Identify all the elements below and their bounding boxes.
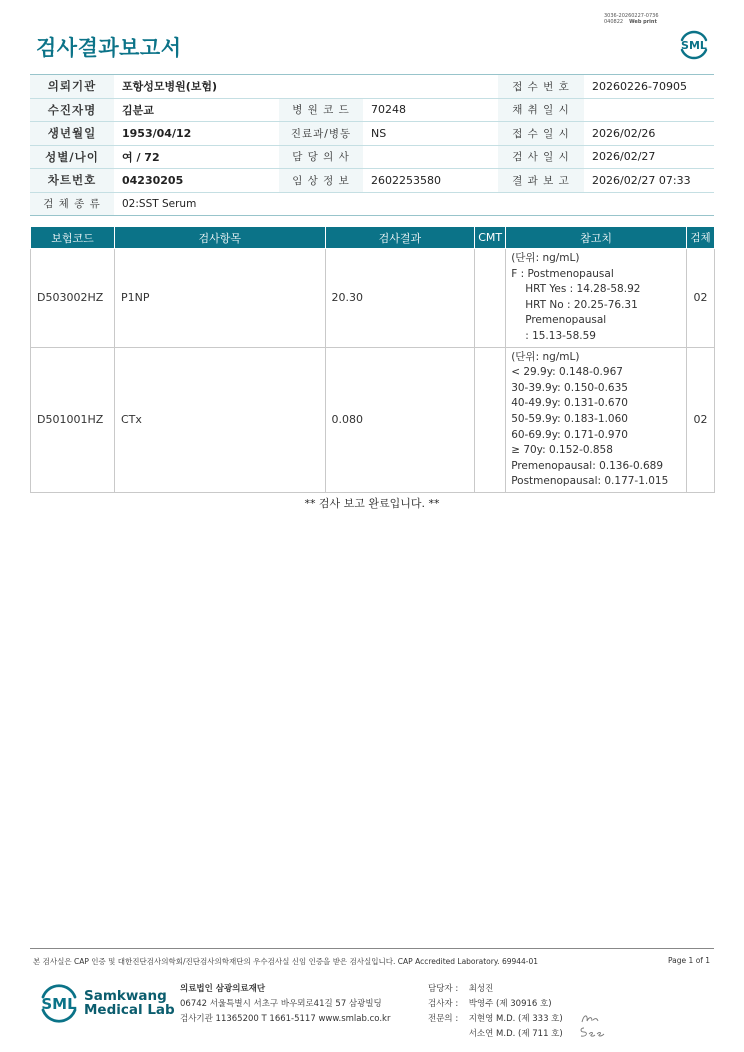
reference-line: 30-39.9y: 0.150-0.635: [511, 381, 628, 394]
web-print-label: Web print: [629, 19, 657, 25]
header-cmt: CMT: [475, 227, 506, 249]
patient-info-table: [30, 74, 714, 216]
table-row: [31, 347, 715, 492]
staff-value: 서소연 M.D. (제 711 호): [468, 1029, 563, 1039]
info-row: [30, 169, 714, 193]
collect-date-label: 채 취 일 시: [498, 98, 584, 122]
staff-key: 전문의 :: [428, 1014, 459, 1024]
specimen-code: 02: [686, 249, 714, 348]
test-result: 0.080: [325, 347, 475, 492]
foundation-address: 06742 서울특별시 서초구 바우뫼로41길 57 삼광빌딩: [180, 999, 382, 1009]
staff-row: [428, 997, 563, 1012]
page-number: Page 1 of 1: [668, 956, 711, 965]
info-row: [30, 75, 714, 99]
staff-row: [428, 982, 563, 997]
chart-no-value: 04230205: [114, 169, 279, 193]
reference-range: [506, 249, 687, 348]
staff-row: [428, 1012, 563, 1027]
accreditation-note: 본 검사실은 CAP 인증 및 대한진단검사의학회/진단검사의학재단의 우수검사실 신임 인증을 받은 검사실입니다. CAP Accredited Laboratory. 69944-01: [33, 957, 539, 966]
dept-value: NS: [363, 122, 498, 146]
reference-line: HRT Yes : 14.28-58.92: [525, 283, 641, 296]
cmt: [475, 347, 506, 492]
info-row: [30, 192, 714, 216]
clinical-info-label: 임 상 정 보: [279, 169, 363, 193]
insurance-code: D503002HZ: [31, 249, 115, 348]
info-row: [30, 122, 714, 146]
info-row: [30, 98, 714, 122]
specimen-type-value: 02:SST Serum: [114, 192, 714, 216]
results-table: [30, 226, 715, 493]
clinical-info-value: 2602253580: [363, 169, 498, 193]
receipt-no-label: 접 수 번 호: [498, 75, 584, 99]
reference-line: : 15.13-58.59: [525, 329, 596, 342]
chart-no-label: 차트번호: [30, 169, 114, 193]
test-item: P1NP: [114, 249, 325, 348]
report-complete-text: ** 검사 보고 완료입니다. **: [304, 497, 440, 510]
report-date-value: 2026/02/27 07:33: [584, 169, 714, 193]
insurance-code: D501001HZ: [31, 347, 115, 492]
foundation-name: 의료법인 삼광의료재단: [180, 984, 266, 994]
receipt-date-value: 2026/02/26: [584, 122, 714, 146]
signature-icon: [580, 1012, 602, 1026]
doctor-label: 담 당 의 사: [279, 145, 363, 169]
hospital-code-label: 병 원 코 드: [279, 98, 363, 122]
staff-value: 지현영 M.D. (제 333 호): [468, 1014, 563, 1024]
sex-age-value: 여 / 72: [114, 145, 279, 169]
reference-line: 60-69.9y: 0.171-0.970: [511, 428, 628, 441]
reference-line: ≥ 70y: 0.152-0.858: [511, 444, 613, 457]
sml-footer-logo-icon: [36, 980, 82, 1026]
document-code-line1: 3036-20260227-0736: [604, 13, 659, 19]
test-date-label: 검 사 일 시: [498, 145, 584, 169]
reference-line: 40-49.9y: 0.131-0.670: [511, 397, 628, 410]
doctor-value: [363, 145, 498, 169]
staff-info: [428, 982, 563, 1042]
cmt: [475, 249, 506, 348]
reference-line: HRT No : 20.25-76.31: [525, 298, 638, 311]
sml-logo-text: SML: [681, 39, 707, 52]
test-result: 20.30: [325, 249, 475, 348]
reference-line: < 29.9y: 0.148-0.967: [511, 366, 623, 379]
header-reference: 참고치: [506, 227, 687, 249]
document-code: [604, 13, 659, 25]
signature-icon: [578, 1025, 608, 1039]
brand-line1: Samkwang: [84, 988, 167, 1004]
dob-value: 1953/04/12: [114, 122, 279, 146]
hospital-code-value: 70248: [363, 98, 498, 122]
patient-name-label: 수진자명: [30, 98, 114, 122]
collect-date-value: [584, 98, 714, 122]
reference-line: Postmenopausal: 0.177-1.015: [511, 475, 669, 488]
table-row: [31, 249, 715, 348]
foundation-info: [180, 982, 390, 1027]
patient-name-value: 김분교: [114, 98, 279, 122]
page-title: 검사결과보고서: [36, 36, 182, 60]
reference-line: (단위: ng/mL): [511, 350, 580, 363]
receipt-date-label: 접 수 일 시: [498, 122, 584, 146]
sex-age-label: 성별/나이: [30, 145, 114, 169]
specimen-type-label: 검 체 종 류: [30, 192, 114, 216]
header-insurance-code: 보험코드: [31, 227, 115, 249]
footer-divider: [30, 948, 714, 949]
header-test-item: 검사항목: [114, 227, 325, 249]
reference-line: 50-59.9y: 0.183-1.060: [511, 412, 628, 425]
test-date-value: 2026/02/27: [584, 145, 714, 169]
reference-line: (단위: ng/mL): [511, 252, 580, 264]
staff-key: 검사자 :: [428, 999, 459, 1009]
reference-line: F : Postmenopausal: [511, 267, 614, 280]
reference-range: [506, 347, 687, 492]
reference-line: Premenopausal: 0.136-0.689: [511, 459, 664, 472]
staff-key: 담당자 :: [428, 984, 459, 994]
info-row: [30, 145, 714, 169]
sml-logo-icon: [676, 26, 712, 62]
brand-line2: Medical Lab: [84, 1002, 175, 1018]
results-header-row: [31, 227, 715, 249]
sml-footer-logo-text: SML: [41, 995, 77, 1013]
staff-value: 최성진: [468, 984, 494, 994]
document-code-line2: 040822: [604, 19, 624, 25]
dept-label: 진료과/병동: [279, 122, 363, 146]
receipt-no-value: 20260226-70905: [584, 75, 714, 99]
brand-name: [84, 989, 175, 1017]
foundation-contact: 검사기관 11365200 T 1661-5117 www.smlab.co.kr: [180, 1014, 391, 1024]
institution-label: 의뢰기관: [30, 75, 114, 99]
header-specimen: 검체: [686, 227, 714, 249]
institution-value: 포항성모병원(보험): [114, 75, 498, 99]
dob-label: 생년월일: [30, 122, 114, 146]
test-item: CTx: [114, 347, 325, 492]
staff-row: [428, 1027, 563, 1042]
staff-value: 박영주 (제 30916 호): [468, 999, 552, 1009]
header-test-result: 검사결과: [325, 227, 475, 249]
reference-line: Premenopausal: [525, 314, 607, 327]
specimen-code: 02: [686, 347, 714, 492]
report-date-label: 결 과 보 고: [498, 169, 584, 193]
